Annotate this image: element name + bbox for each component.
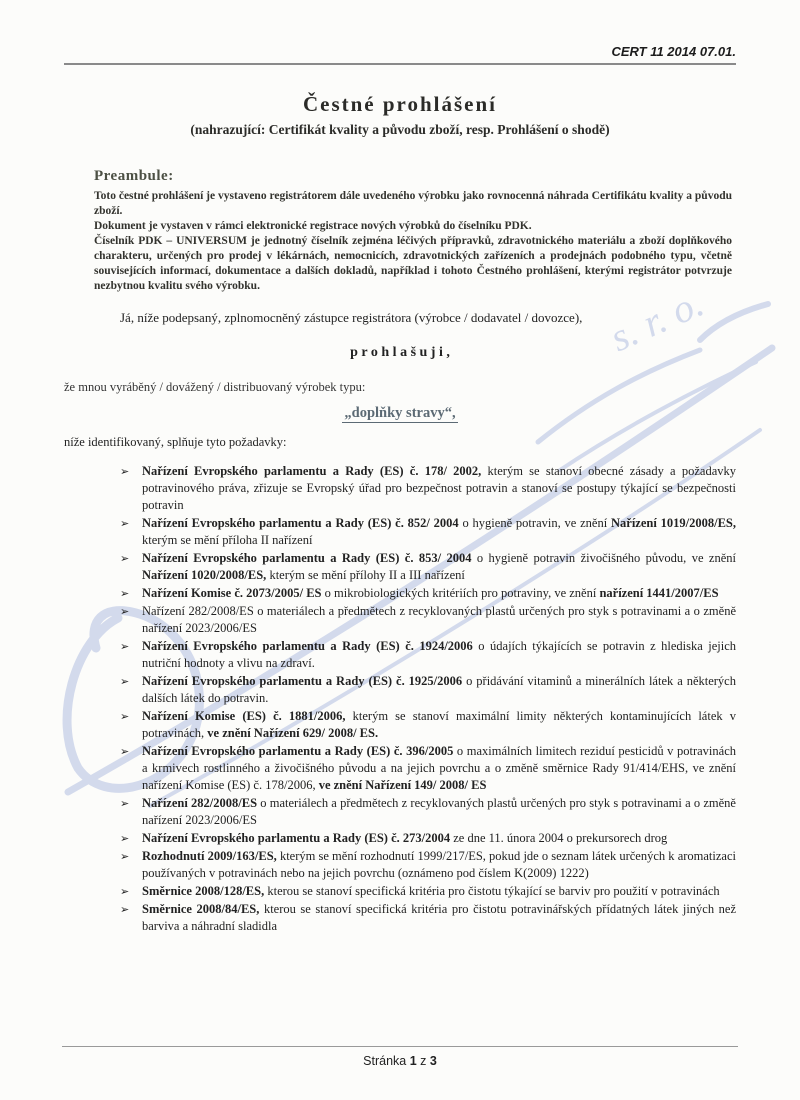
requirement-text-bold: Nařízení Evropského parlamentu a Rady (ES) č. 1924/2006 [142, 639, 479, 653]
requirement-text-bold: Nařízení Evropského parlamentu a Rady (ES) č. 273/2004 [142, 831, 454, 845]
declaration-intro: Já, níže podepsaný, zplnomocněný zástupce registrátora (výrobce / dodavatel / dovozce), [120, 310, 583, 325]
arrow-bullet-icon: ➢ [120, 676, 130, 688]
footer-label: Stránka [363, 1054, 407, 1068]
preamble-section [64, 168, 736, 294]
document-title: Čestné prohlášení [302, 92, 498, 116]
arrow-bullet-icon: ➢ [120, 553, 130, 565]
requirement-item [120, 550, 736, 584]
requirements-intro: níže identifikovaný, splňuje tyto požadavky: [64, 435, 287, 449]
requirement-text-bold: Nařízení Evropského parlamentu a Rady (ES) č. 853/ 2004 [142, 551, 477, 565]
requirement-text-bold: Nařízení Komise č. 2073/2005/ ES [142, 586, 325, 600]
preamble-paragraph: Dokument je vystaven v rámci elektronické registrace nových výrobků do číselníku PDK. [94, 220, 532, 232]
arrow-bullet-icon: ➢ [120, 851, 130, 863]
preamble-paragraph: Číselník PDK – UNIVERSUM je jednotný číselník zejména léčivých přípravků, zdravotnického materiálu a zboží doplňkového charakteru, určených pro prodej v lékárnách, nemocnicích, zdravotnických zařízeních a prodejnách podobného typu, včetně souvisejících informací, dokumentace a dalších dokladů, například i tohoto Čestného prohlášení, kterými registrátor potvrzuje nezbytnou kvalitu svého výrobku. [94, 235, 732, 292]
requirement-text: kterou se stanoví specifická kritéria pro čistotu potravinářských přídatných látek jiných než barviva a náhradní sladidla [142, 902, 736, 933]
requirement-text-bold: Nařízení 282/2008/ES [142, 796, 261, 810]
requirement-text-bold: Nařízení Evropského parlamentu a Rady (ES) č. 396/2005 [142, 744, 457, 758]
header-reference: CERT 11 2014 07.01. [611, 44, 736, 59]
requirement-item [120, 515, 736, 549]
requirement-text-bold: Nařízení Evropského parlamentu a Rady (ES) č. 1925/2006 [142, 674, 467, 688]
requirements-list [120, 463, 736, 935]
requirement-item [120, 901, 736, 935]
arrow-bullet-icon: ➢ [120, 904, 130, 916]
arrow-bullet-icon: ➢ [120, 833, 130, 845]
arrow-bullet-icon: ➢ [120, 746, 130, 758]
requirement-text-bold: Nařízení 1019/2008/ES, [611, 516, 736, 530]
requirement-item [120, 743, 736, 794]
requirement-item [120, 795, 736, 829]
requirement-text: o hygieně potravin, ve znění [462, 516, 611, 530]
requirement-text: kterým se mění přílohy II a III nařízení [269, 568, 465, 582]
footer-separator: z [420, 1054, 427, 1068]
preamble-paragraphs [94, 189, 732, 294]
document-subtitle: (nahrazující: Certifikát kvality a původu zboží, resp. Prohlášení o shodě) [190, 122, 610, 137]
requirement-text: kterým se mění rozhodnutí 1999/217/ES, pokud jde o seznam látek určených k aromatizaci používaných v potravinách nebo na jejich povrchu (oznámeno pod číslem K(2009) 1222) [142, 849, 736, 880]
arrow-bullet-icon: ➢ [120, 711, 130, 723]
arrow-bullet-icon: ➢ [120, 606, 130, 618]
product-type: „doplňky stravy“, [344, 405, 456, 421]
requirement-text-bold: Rozhodnutí 2009/163/ES, [142, 849, 280, 863]
page-footer [62, 1046, 738, 1068]
arrow-bullet-icon: ➢ [120, 466, 130, 478]
requirement-item [120, 848, 736, 882]
requirement-text-bold: Nařízení Evropského parlamentu a Rady (ES) č. 852/ 2004 [142, 516, 463, 530]
header-divider [64, 63, 736, 65]
footer-page-number: 1 [409, 1054, 417, 1068]
requirement-text: o mikrobiologických kritériích pro potraviny, ve znění [324, 586, 600, 600]
requirement-item [120, 585, 736, 602]
requirement-text: o materiálech a předmětech z recyklovaných plastů určených pro styk s potravinami a o změně nařízení 2023/2006/ES [142, 796, 736, 827]
requirement-text-bold: Směrnice 2008/128/ES, [142, 884, 268, 898]
requirement-text: Nařízení 282/2008/ES o materiálech a předmětech z recyklovaných plastů určených pro styk s potravinami a o změně nařízení 2023/2006/ES [142, 604, 736, 635]
product-type-line [64, 404, 736, 422]
requirement-item [120, 883, 736, 900]
requirement-text: kterou se stanoví specifická kritéria pro čistotu týkající se barviv pro použití v potravinách [267, 884, 720, 898]
requirement-text-bold: Nařízení Evropského parlamentu a Rady (ES) č. 178/ 2002, [142, 464, 488, 478]
requirement-text: o přidávání vitaminů a minerálních látek a některých dalších látek do potravin. [142, 674, 736, 705]
requirement-text-bold: Směrnice 2008/84/ES, [142, 902, 264, 916]
arrow-bullet-icon: ➢ [120, 798, 130, 810]
requirement-text: o údajích týkajících se potravin z hlediska jejich nutriční hodnoty a vlivu na zdraví. [142, 639, 736, 670]
requirement-text-bold: Nařízení 1020/2008/ES, [142, 568, 270, 582]
requirement-item [120, 603, 736, 637]
requirement-item [120, 708, 736, 742]
requirement-item [120, 463, 736, 514]
requirement-text: kterým se mění příloha II nařízení [142, 533, 313, 547]
product-type-intro: že mnou vyráběný / dovážený / distribuovaný výrobek typu: [64, 380, 366, 394]
arrow-bullet-icon: ➢ [120, 518, 130, 530]
preamble-paragraph: Toto čestné prohlášení je vystaveno registrátorem dále uvedeného výrobku jako rovnocenná náhrada Certifikátu kvality a původu zboží. [94, 190, 732, 217]
requirement-text: o hygieně potravin živočišného původu, ve znění [476, 551, 736, 565]
arrow-bullet-icon: ➢ [120, 641, 130, 653]
arrow-bullet-icon: ➢ [120, 886, 130, 898]
requirement-text: ze dne 11. února 2004 o prekursorech drog [453, 831, 668, 845]
requirement-text: kterým se stanoví maximální limity některých kontaminujících látek v potravinách, [142, 709, 736, 740]
footer-total-pages: 3 [429, 1054, 437, 1068]
requirement-item [120, 673, 736, 707]
requirement-text-bold: ve znění Nařízení 149/ 2008/ ES [318, 778, 487, 792]
requirement-text-bold: nařízení 1441/2007/ES [599, 586, 719, 600]
preamble-heading: Preambule: [94, 168, 174, 184]
declaration-word: p r o h l a š u j i , [350, 345, 450, 360]
requirement-text-bold: ve znění Nařízení 629/ 2008/ ES. [207, 726, 379, 740]
requirement-text: o maximálních limitech reziduí pesticidů v potravinách a krmivech rostlinného a živočišného původu a na jejich povrchu a o změně směrnice Rady 91/414/EHS, ve znění nařízení Komise (ES) č. 178/2006, [142, 744, 736, 792]
requirement-text-bold: Nařízení Komise (ES) č. 1881/2006, [142, 709, 353, 723]
requirement-item [120, 830, 736, 847]
requirement-text: kterým se stanoví obecné zásady a požadavky potravinového práva, zřizuje se Evropský úřad pro bezpečnost potravin a stanoví se postupy týkající se bezpečnosti potravin [142, 464, 736, 512]
requirement-item [120, 638, 736, 672]
arrow-bullet-icon: ➢ [120, 588, 130, 600]
watermark-text: s. r. o. [603, 279, 711, 361]
